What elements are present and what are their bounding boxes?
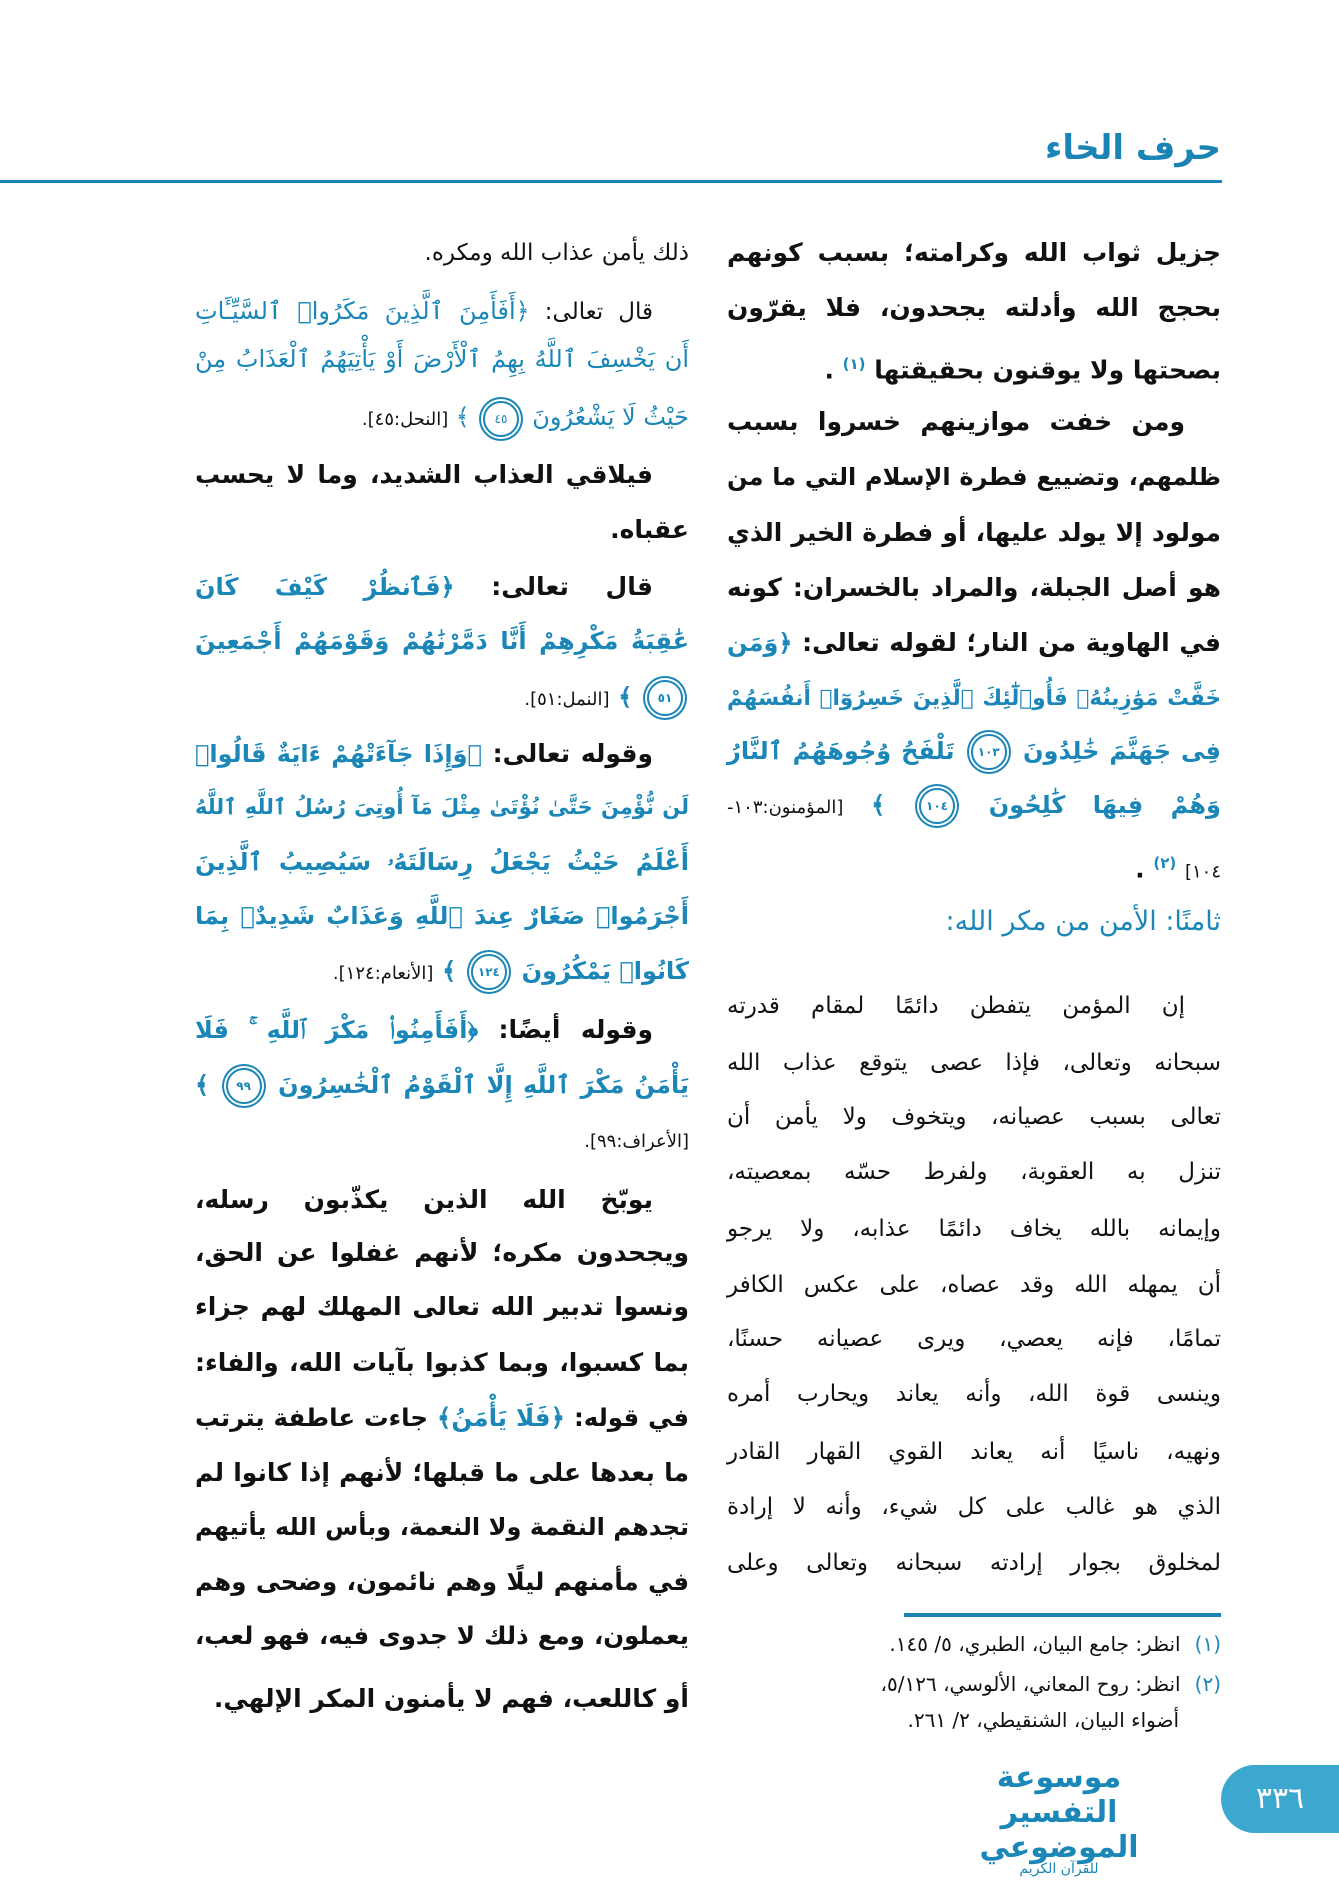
body-text: بصحتها ولا يوقنون بحقيقتها <box>874 355 1221 385</box>
body-text: سبحانه وتعالى، فإذا عصى يتوقع عذاب الله <box>727 1050 1221 1076</box>
text-line <box>195 392 689 442</box>
body-text: عقباه. <box>610 515 689 544</box>
ayah-number-marker: ١٢٤ <box>471 954 507 990</box>
text-line <box>727 1260 1221 1310</box>
text-line <box>195 450 689 500</box>
text-line <box>727 1147 1221 1197</box>
body-text: ونهيه، ناسيًا أنه يعاند القوي القهار القادر <box>727 1439 1221 1465</box>
page-number: ٣٣٦ <box>1221 1765 1339 1833</box>
section-heading: ثامنًا: الأمن من مكر الله: <box>945 906 1221 937</box>
quran-verse: تَلْفَحُ وُجُوهَهُمُ ٱلنَّارُ <box>727 737 955 765</box>
text-line <box>195 1175 689 1225</box>
body-text: الذي هو غالب على كل شيء، وأنه لا إرادة <box>727 1494 1221 1520</box>
body-text: وينسى قوة الله، وأنه يعاند ويحارب أمره <box>727 1381 1221 1407</box>
body-text: قال تعالى: <box>454 572 653 601</box>
text-line <box>195 1448 689 1498</box>
body-text: بما كسبوا، وبما كذبوا بآيات الله، والفاء: <box>195 1348 689 1377</box>
body-text: أو كاللعب، فهم لا يأمنون المكر الإلهي. <box>213 1684 689 1713</box>
chapter-title: حرف الخاء <box>1044 128 1221 168</box>
verse-citation: [النحل:٤٥]. <box>361 409 449 430</box>
quran-verse: ﴿فَٱنظُرْ كَيْفَ كَانَ <box>195 573 455 601</box>
text-line <box>195 1393 689 1443</box>
quran-verse: ﴾ <box>442 957 457 985</box>
body-text: في الهاوية من النار؛ لقوله تعالى: <box>792 628 1221 657</box>
body-text: ومن خفت موازينهم خسروا بسبب <box>727 407 1185 436</box>
body-text: ويجحدون مكره؛ لأنهم غفلوا عن الحق، <box>195 1238 689 1267</box>
quran-verse: ﴿وَإِذَا جَآءَتْهُمْ ءَايَةٌ قَالُوا۟ <box>195 740 482 768</box>
body-text: هو أصل الجبلة، والمراد بالخسران: كونه <box>727 573 1221 602</box>
text-line <box>727 1482 1221 1532</box>
text-line <box>195 1005 689 1055</box>
body-text: في مأمنهم ليلًا وهم نائمون، وضحى وهم <box>195 1567 689 1596</box>
body-text: تمامًا، فإنه يعصي، ويرى عصيانه حسنًا، <box>727 1326 1221 1352</box>
text-line <box>727 339 1221 389</box>
logo-subtitle: للقرآن الكريم <box>1019 1861 1099 1877</box>
text-line <box>195 562 689 612</box>
body-text: ما بعدها على ما قبلها؛ لأنهم إذا كانوا لم <box>195 1458 689 1487</box>
text-line <box>727 838 1221 888</box>
quran-verse: لَن نُّؤْمِنَ حَتَّىٰ نُؤْتَىٰ مِثْلَ مَآ أُوتِىَ رُسُلُ ٱللَّهِ ٱللَّهُ <box>195 795 689 819</box>
text-line <box>727 1092 1221 1142</box>
body-text: لمخلوق بجوار إرادته سبحانه وتعالى وعلى <box>727 1550 1221 1576</box>
body-text: . <box>1135 854 1145 884</box>
text-line <box>195 1338 689 1388</box>
text-line <box>727 674 1221 724</box>
body-text: وإيمانه بالله يخاف دائمًا عذابه، ولا يرجو <box>727 1216 1221 1242</box>
text-line <box>195 782 689 832</box>
text-line <box>195 1502 689 1552</box>
quran-verse: أَن يَخْسِفَ ٱللَّهُ بِهِمُ ٱلْأَرْضَ أَوْ يَأْتِيَهُمُ ٱلْعَذَابُ مِنْ <box>195 345 689 373</box>
text-line <box>195 1674 689 1724</box>
footnote-2-continued: أضواء البيان، الشنقيطي، ٢/ ٢٦١. <box>907 1708 1179 1732</box>
text-line <box>727 452 1221 502</box>
body-text: ونسوا تدبير الله تعالى المهلك لهم جزاء <box>195 1292 689 1321</box>
text-line <box>195 1557 689 1607</box>
quran-verse: عَٰقِبَةُ مَكْرِهِمْ أَنَّا دَمَّرْنَٰهُمْ وَقَوْمَهُمْ أَجْمَعِينَ <box>195 627 689 655</box>
body-text: فيلاقي العذاب الشديد، وما لا يحسب <box>195 460 653 489</box>
quran-verse: أَعْلَمُ حَيْثُ يَجْعَلُ رِسَالَتَهُۥ سَيُصِيبُ ٱلَّذِينَ <box>195 848 689 876</box>
footnote-number: (٢) <box>1194 1672 1221 1696</box>
text-line <box>727 618 1221 668</box>
verse-citation: ١٠٤] <box>1184 861 1221 883</box>
body-text: جاءت عاطفة يترتب <box>195 1403 429 1432</box>
text-line <box>727 283 1221 333</box>
ayah-number-marker: ١٠٤ <box>919 788 955 824</box>
quran-verse: ﴾ <box>195 1071 210 1099</box>
text-line <box>195 672 689 722</box>
text-line <box>195 1060 689 1110</box>
text-line <box>727 1314 1221 1364</box>
verse-citation: [الأعراف:٩٩]. <box>584 1131 689 1152</box>
footnote-divider <box>904 1613 1221 1617</box>
text-line <box>195 891 689 941</box>
text-line <box>727 508 1221 558</box>
header-divider <box>0 180 1222 183</box>
verse-citation: [النمل:٥١]. <box>524 689 610 710</box>
text-line <box>195 1611 689 1661</box>
ayah-number-marker: ٥١ <box>647 680 683 716</box>
quran-verse: خَفَّتْ مَوَٰزِينُهُۥ فَأُو۟لَٰٓئِكَ ٱلَّذِينَ خَسِرُوٓا۟ أَنفُسَهُمْ <box>727 686 1221 711</box>
quran-verse: ﴾ <box>618 683 633 711</box>
text-line <box>727 726 1221 776</box>
quran-verse: ﴿فَلَا يَأْمَنُ﴾ <box>437 1403 565 1432</box>
body-text: تعالى بسبب عصيانه، ويتخوف ولا يأمن أن <box>727 1104 1221 1130</box>
body-text: في قوله: <box>564 1403 690 1432</box>
body-text: أن يمهله الله وقد عصاه، على عكس الكافر <box>727 1272 1221 1298</box>
body-text: مولود إلا يولد عليها، أو فطرة الخير الذي <box>727 518 1221 547</box>
text-line <box>727 1427 1221 1477</box>
text-line <box>195 729 689 779</box>
body-text: ظلمهم، وتضييع فطرة الإسلام التي ما من <box>727 463 1221 491</box>
text-line <box>195 286 689 336</box>
footnote-number: (١) <box>1194 1632 1221 1656</box>
text-line <box>727 1038 1221 1088</box>
footnote-text: انظر: روح المعاني، الألوسي، ٥/١٢٦، <box>880 1672 1181 1696</box>
quran-verse: ﴾ <box>871 791 886 819</box>
text-line <box>195 1228 689 1278</box>
text-line <box>727 1538 1221 1588</box>
ayah-number-marker: ٤٥ <box>483 401 519 437</box>
text-line <box>727 1204 1221 1254</box>
text-line <box>195 837 689 887</box>
quran-verse: ﴿وَمَن <box>727 629 793 657</box>
text-line <box>727 780 1221 830</box>
text-line <box>727 563 1221 613</box>
text-line <box>195 1282 689 1332</box>
text-line <box>727 397 1221 447</box>
footnote-1 <box>727 1632 1221 1656</box>
ayah-number-marker: ١٠٣ <box>971 734 1007 770</box>
body-text: يوبّخ الله الذين يكذّبون رسله، <box>195 1185 653 1214</box>
body-text: ذلك يأمن عذاب الله ومكره. <box>424 240 689 266</box>
logo-title: موسوعة التفسير الموضوعي <box>979 1760 1139 1865</box>
ayah-number-marker: ٩٩ <box>226 1068 262 1104</box>
text-line <box>727 981 1221 1031</box>
encyclopedia-logo <box>934 1760 1184 1877</box>
body-text: وقوله تعالى: <box>481 739 653 768</box>
quran-verse: فِى جَهَنَّمَ خَٰلِدُونَ <box>1023 737 1221 765</box>
text-line <box>727 1369 1221 1419</box>
body-text: إن المؤمن يتفطن دائمًا لمقام قدرته <box>727 993 1185 1019</box>
verse-citation: [المؤمنون:١٠٣- <box>727 797 844 818</box>
body-text: تنزل به العقوبة، ولفرط حسّه بمعصيته، <box>727 1159 1221 1185</box>
text-line <box>195 616 689 666</box>
quran-verse: ﴾ <box>455 403 470 431</box>
body-text: وقوله أيضًا: <box>478 1015 653 1044</box>
quran-verse: يَأْمَنُ مَكْرَ ٱللَّهِ إِلَّا ٱلْقَوْمُ ٱلْخَٰسِرُونَ <box>278 1071 689 1099</box>
quran-verse: كَانُوا۟ يَمْكُرُونَ <box>521 957 689 985</box>
quran-verse: وَهُمْ فِيهَا كَٰلِحُونَ <box>988 791 1221 819</box>
text-line <box>727 228 1221 278</box>
footnote-text: انظر: جامع البيان، الطبري، ٥/ ١٤٥. <box>889 1632 1181 1656</box>
quran-verse: ﴿أَفَأَمِنُوا۟ مَكْرَ ٱللَّهِ ۚ فَلَا <box>195 1016 479 1044</box>
quran-verse: حَيْثُ لَا يَشْعُرُونَ <box>532 403 689 431</box>
text-line <box>195 228 689 278</box>
footnote-reference[interactable]: (١) <box>842 355 866 373</box>
text-line <box>195 334 689 384</box>
footnote-reference[interactable]: (٢) <box>1153 854 1177 872</box>
text-line <box>195 946 689 996</box>
text-line <box>195 505 689 555</box>
body-text: تجدهم النقمة ولا النعمة، وبأس الله يأتيهم <box>195 1513 689 1541</box>
body-text: يعملون، ومع ذلك لا جدوى فيه، فهو لعب، <box>195 1621 689 1650</box>
body-text: قال تعالى: <box>529 299 653 325</box>
body-text: بحجج الله وأدلته يجحدون، فلا يقرّون <box>727 293 1221 322</box>
body-text: . <box>824 355 834 385</box>
quran-verse: أَجْرَمُوا۟ صَغَارٌ عِندَ ٱللَّهِ وَعَذَابٌ شَدِيدٌۢ بِمَا <box>195 902 689 930</box>
quran-verse: ﴿أَفَأَمِنَ ٱلَّذِينَ مَكَرُوا۟ ٱلسَّيِّـَٔاتِ <box>195 297 530 325</box>
text-line <box>195 1114 689 1164</box>
verse-citation: [الأنعام:١٢٤]. <box>332 963 434 984</box>
footnote-2 <box>727 1672 1221 1696</box>
body-text: جزيل ثواب الله وكرامته؛ بسبب كونهم <box>727 238 1221 267</box>
